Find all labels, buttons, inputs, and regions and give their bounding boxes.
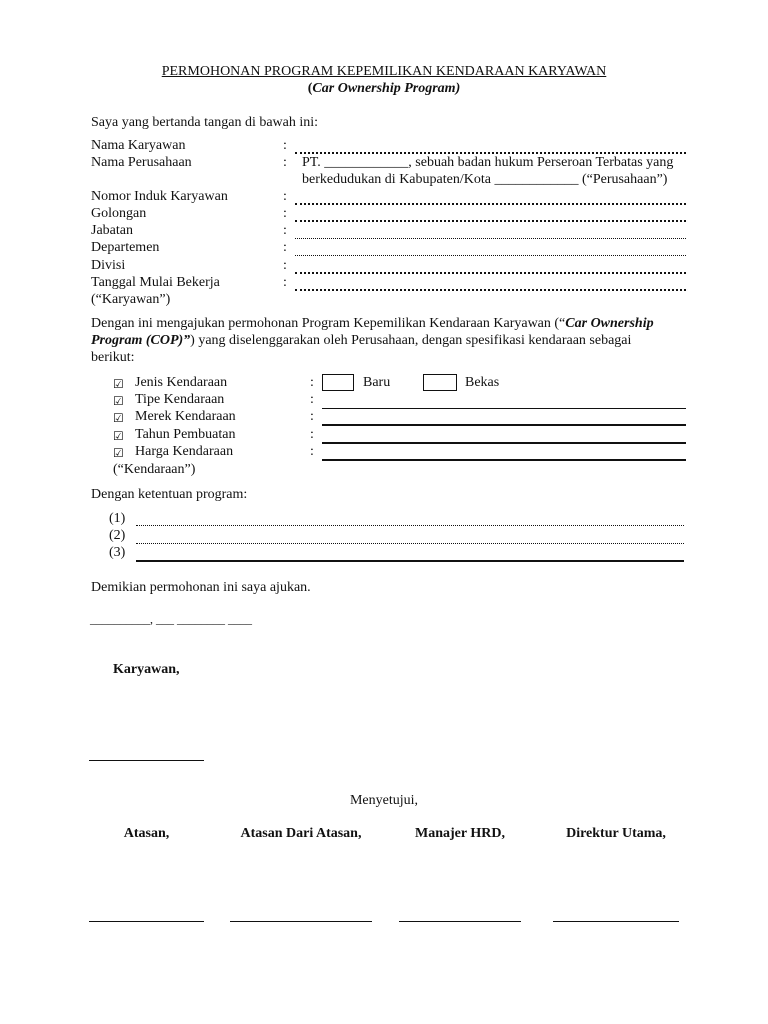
division-label: Divisi [91,258,126,273]
grade-colon: : [283,206,287,221]
division-colon: : [283,258,287,273]
request-line1-text: Dengan ini mengajukan permohonan Program Kepemilikan Kendaraan Karyawan (“ [91,316,566,331]
employee-signature-label: Karyawan, [113,662,180,677]
term-2-field[interactable] [136,543,684,544]
approval-heading: Menyetujui, [349,793,419,808]
vehicle-brand-label: Merek Kendaraan [135,409,236,424]
approver-supervisor-label: Atasan, [123,826,170,841]
vehicle-type-colon: : [310,375,314,390]
vehicle-price-field[interactable] [322,459,686,461]
position-field[interactable] [295,238,686,239]
used-vehicle-label: Bekas [465,375,500,390]
request-line2-text: ) yang diselenggarakan oleh Perusahaan, dengan spesifikasi kendaraan sebagai [190,333,632,348]
closing-statement: Demikian permohonan ini saya ajukan. [91,580,311,595]
request-line2-emphasis: Program (COP)” [91,333,191,348]
term-3-field[interactable] [136,560,684,562]
approver-hrd-manager-label: Manajer HRD, [415,826,505,841]
page-title: PERMOHONAN PROGRAM KEPEMILIKAN KENDARAAN KARYAWAN [161,64,607,79]
term-item-number: (1) [109,511,126,526]
vehicle-price-label: Harga Kendaraan [135,444,234,459]
vehicle-alias: (“Kendaraan”) [113,462,196,477]
checkbox-icon[interactable]: ☑ [113,446,124,460]
term-1-field[interactable] [136,525,684,526]
checkbox-icon[interactable]: ☑ [113,377,124,391]
grade-field[interactable] [295,220,686,222]
new-vehicle-label: Baru [363,375,391,390]
vehicle-brand-field[interactable] [322,424,686,426]
vehicle-type-label: Jenis Kendaraan [135,375,228,390]
company-name-label: Nama Perusahaan [91,155,192,170]
request-line3: berikut: [91,350,135,365]
company-text-line1[interactable]: PT. ____________, sebuah badan hukum Perseroan Terbatas yang [302,155,674,170]
start-date-label: Tanggal Mulai Bekerja [91,275,220,290]
employee-name-colon: : [283,138,287,153]
division-field[interactable] [295,272,686,274]
new-vehicle-checkbox[interactable] [322,374,354,391]
intro-text: Saya yang bertanda tangan di bawah ini: [91,115,319,130]
terms-heading: Dengan ketentuan program: [91,487,248,502]
vehicle-year-label: Tahun Pembuatan [135,427,236,442]
term-item-number: (2) [109,528,126,543]
employee-signature-line[interactable] [89,760,204,761]
request-line2 [91,333,631,349]
checkbox-icon[interactable]: ☑ [113,394,124,408]
request-line1 [91,316,654,332]
page-subtitle [0,81,768,97]
approver-senior-supervisor-label: Atasan Dari Atasan, [240,826,362,841]
subtitle-open: ( [307,81,313,96]
checkbox-icon[interactable]: ☑ [113,429,124,443]
employee-id-field[interactable] [295,203,686,205]
request-line1-emphasis: Car Ownership [565,316,654,331]
company-text-line2[interactable]: berkedudukan di Kabupaten/Kota ____________ (“Perusahaan”) [302,172,668,187]
employee-name-field[interactable] [295,152,686,154]
place-date-field[interactable]: __________, ___ ________ ____ [90,612,252,626]
vehicle-model-colon: : [310,392,314,407]
approver-director-label: Direktur Utama, [566,826,666,841]
position-colon: : [283,223,287,238]
employee-id-colon: : [283,189,287,204]
senior-supervisor-signature-line[interactable] [230,921,372,922]
checkbox-icon[interactable]: ☑ [113,411,124,425]
vehicle-price-colon: : [310,444,314,459]
vehicle-year-colon: : [310,427,314,442]
company-name-colon: : [283,155,287,170]
start-date-colon: : [283,275,287,290]
hrd-manager-signature-line[interactable] [399,921,521,922]
supervisor-signature-line[interactable] [89,921,204,922]
vehicle-year-field[interactable] [322,442,686,444]
department-label: Departemen [91,240,160,255]
used-vehicle-checkbox[interactable] [423,374,457,391]
start-date-field[interactable] [295,289,686,291]
department-field[interactable] [295,255,686,256]
director-signature-line[interactable] [553,921,679,922]
grade-label: Golongan [91,206,147,221]
employee-name-label: Nama Karyawan [91,138,186,153]
employee-alias: (“Karyawan”) [91,292,171,307]
department-colon: : [283,240,287,255]
subtitle-text: Car Ownership Program) [312,81,461,96]
vehicle-model-label: Tipe Kendaraan [135,392,225,407]
employee-id-label: Nomor Induk Karyawan [91,189,228,204]
term-item-number: (3) [109,545,126,560]
position-label: Jabatan [91,223,133,238]
vehicle-brand-colon: : [310,409,314,424]
vehicle-model-field[interactable] [322,408,686,409]
